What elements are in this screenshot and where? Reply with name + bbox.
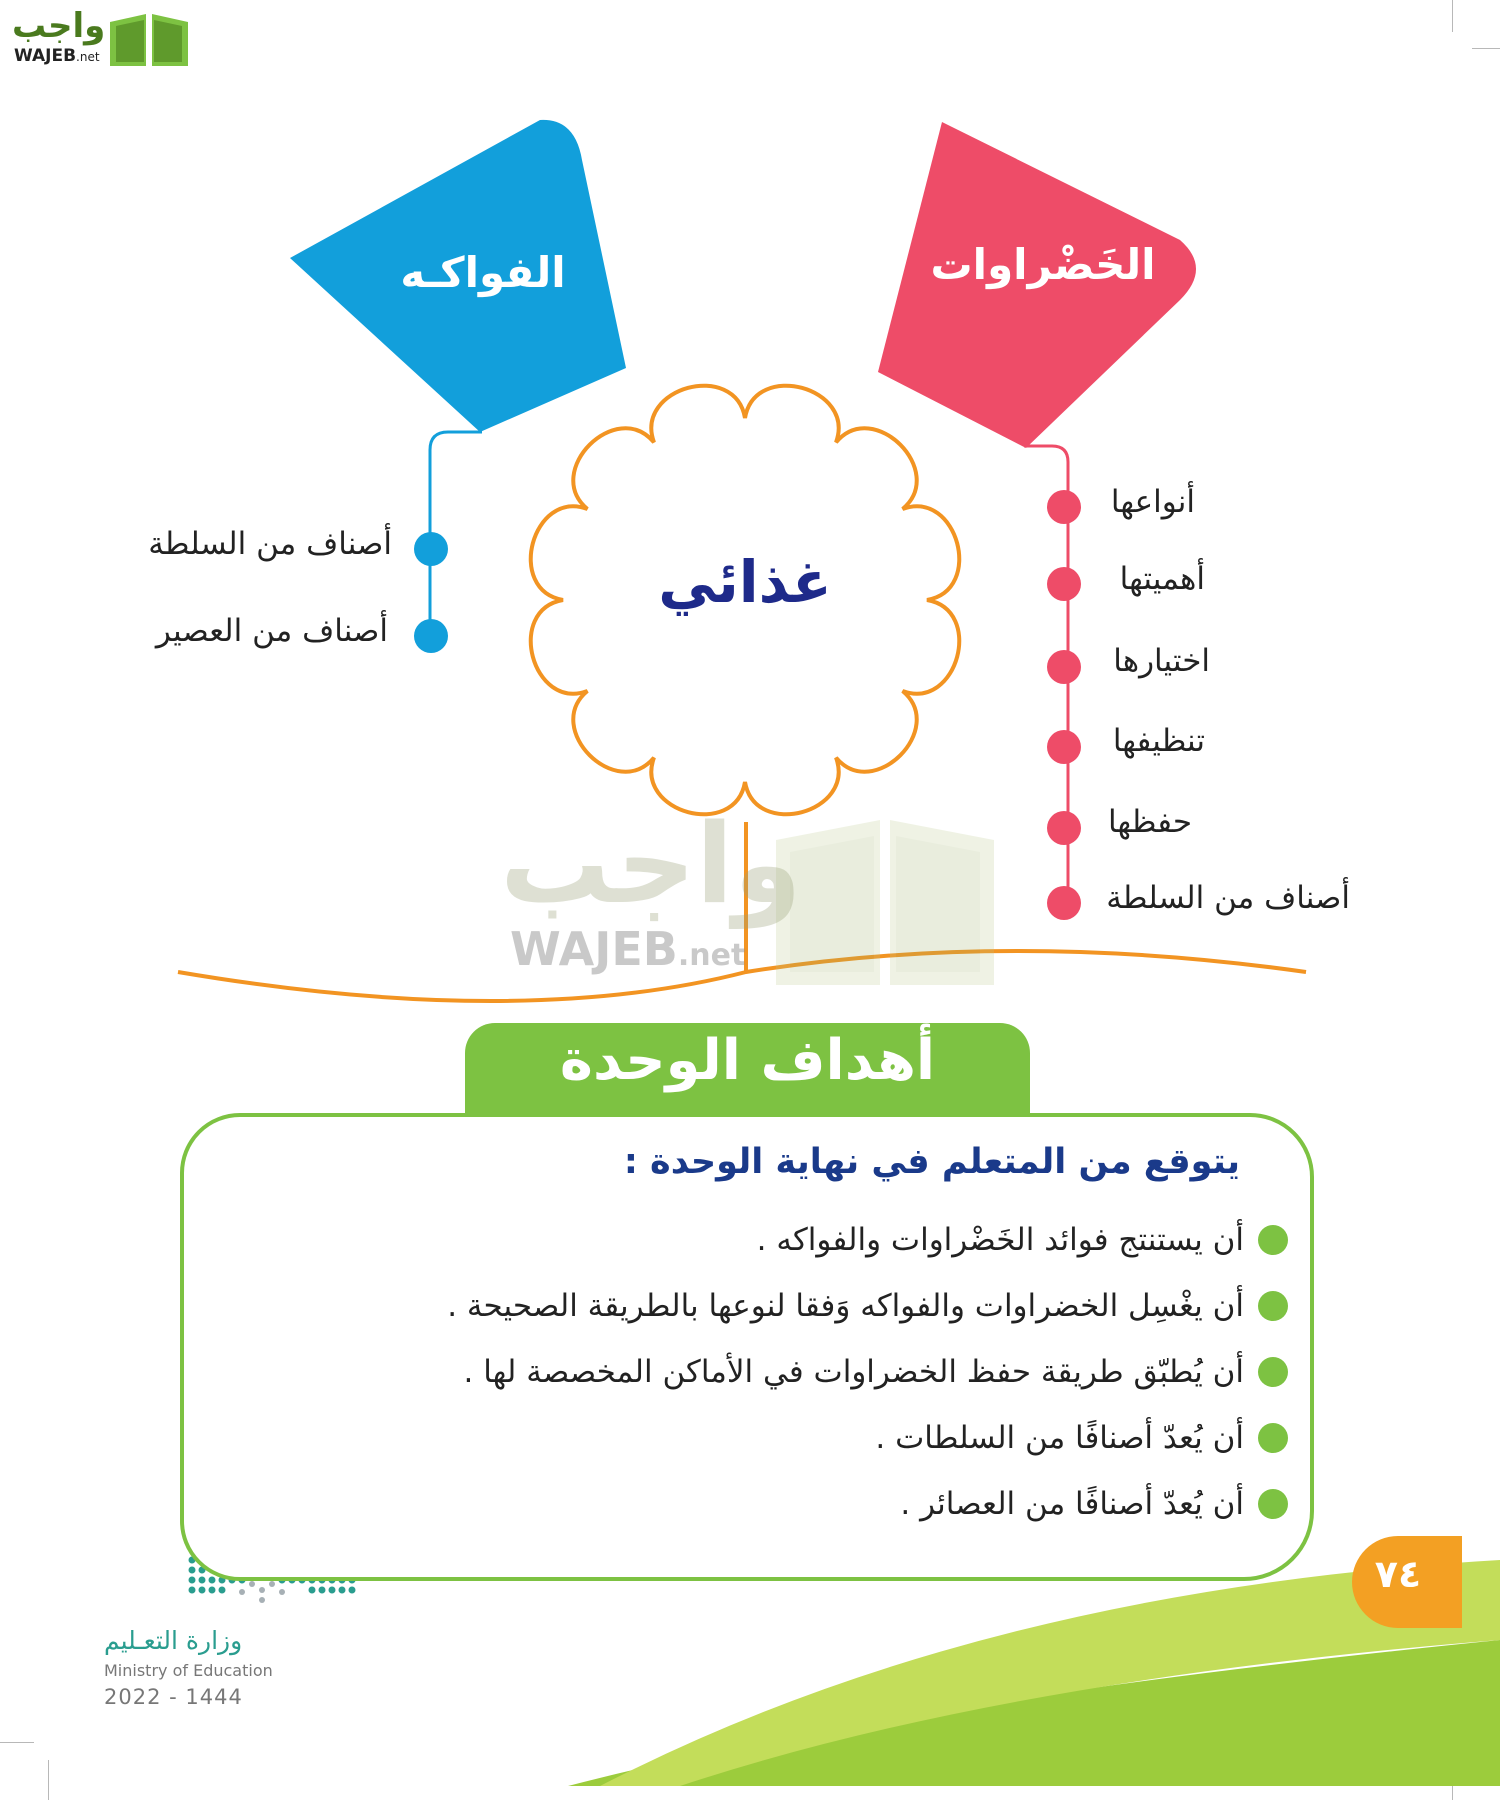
ministry-year: 2022 - 1444: [104, 1685, 243, 1709]
objective-text: أن يُعدّ أصنافًا من السلطات .: [875, 1420, 1244, 1456]
objective-bullet: [1258, 1225, 1288, 1255]
ministry-name-arabic: وزارة التعـليم: [104, 1626, 243, 1655]
objective-item: [875, 1420, 1288, 1456]
objective-text: أن يُعدّ أصنافًا من العصائر .: [900, 1486, 1244, 1522]
objective-bullet: [1258, 1423, 1288, 1453]
fruits-item: أصناف من السلطة: [148, 526, 392, 562]
watermark-book-icon: [776, 820, 994, 985]
vegetables-bullets: [1047, 490, 1081, 920]
objective-text: أن يُطبّق طريقة حفظ الخضراوات في الأماكن المخصصة لها .: [463, 1354, 1244, 1390]
fruits-branch-title: الفواكـه: [400, 248, 566, 297]
objective-item: [757, 1222, 1288, 1258]
objective-bullet: [1258, 1291, 1288, 1321]
objective-text: أن يستنتج فوائد الخَضْراوات والفواكه .: [756, 1222, 1244, 1258]
ministry-name-english: Ministry of Education: [104, 1661, 273, 1680]
vegetables-item: تنظيفها: [1112, 723, 1205, 759]
vegetables-item: اختيارها: [1113, 643, 1210, 679]
objective-item: [463, 1354, 1288, 1390]
fruits-item: أصناف من العصير: [155, 613, 388, 649]
objectives-title: أهداف الوحدة: [559, 1028, 936, 1093]
objective-bullet: [1258, 1489, 1288, 1519]
site-logo-english: WAJEB.net: [14, 46, 100, 66]
vegetables-branch-title: الخَضْراوات: [930, 240, 1156, 289]
objective-text: أن يغْسِل الخضراوات والفواكه وَفقا لنوعها بالطريقة الصحيحة .: [447, 1288, 1244, 1324]
vegetables-item: أنواعها: [1110, 484, 1195, 520]
page-number: ٧٤: [1374, 1552, 1422, 1596]
vegetables-item: أهميتها: [1119, 561, 1205, 597]
watermark-english: WAJEB.net: [510, 922, 746, 976]
vegetables-item: أصناف من السلطة: [1106, 880, 1350, 916]
objective-item: [447, 1288, 1288, 1324]
objectives-intro: يتوقع من المتعلم في نهاية الوحدة :: [623, 1142, 1240, 1182]
vegetables-item: حفظها: [1107, 804, 1192, 840]
objective-item: [900, 1486, 1288, 1522]
objective-bullet: [1258, 1357, 1288, 1387]
site-logo-arabic: واجب: [12, 6, 106, 46]
mind-map-center-title: غذائي: [658, 548, 832, 616]
watermark-arabic: واجب: [500, 800, 802, 928]
